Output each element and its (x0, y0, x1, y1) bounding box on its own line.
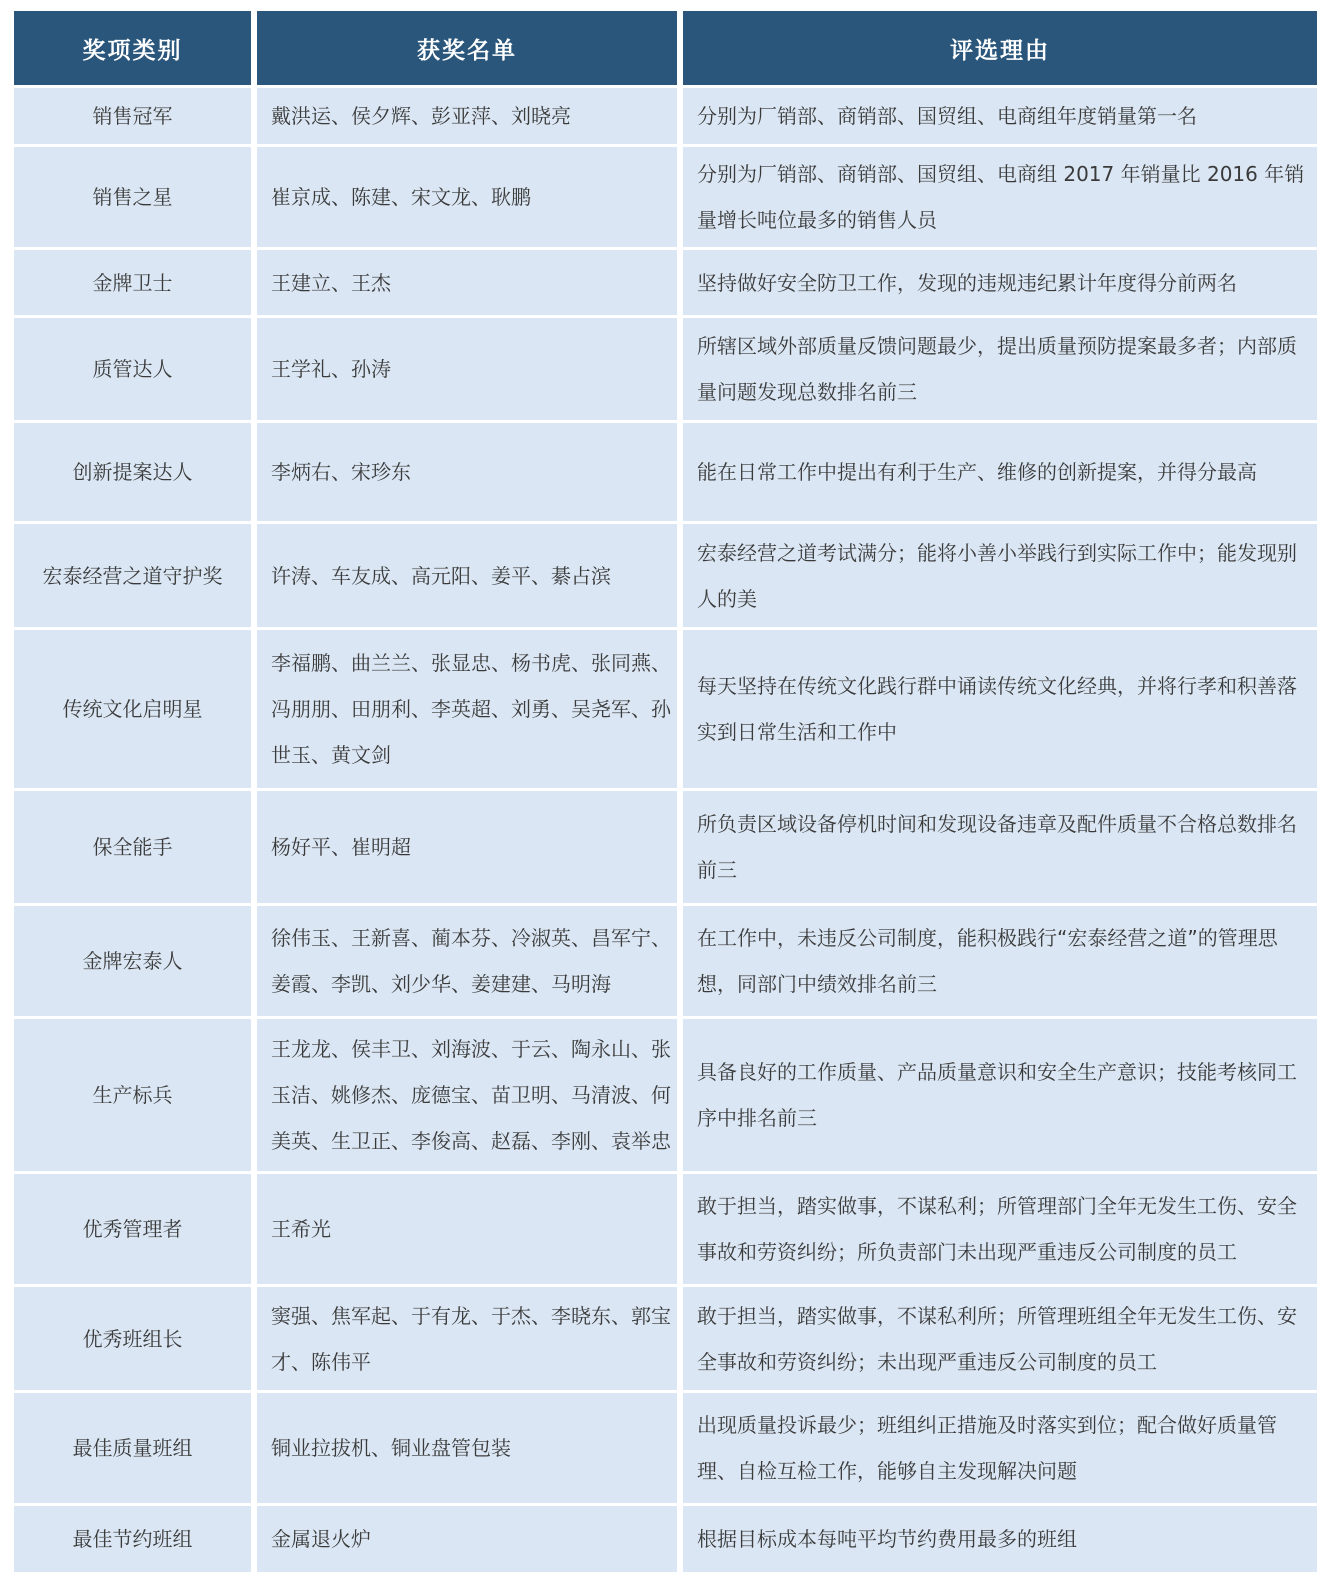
reason-cell: 敢于担当，踏实做事，不谋私利所；所管理班组全年无发生工伤、安全事故和劳资纠纷；未出现严重违反公司制度的员工 (683, 1287, 1317, 1390)
category-cell: 生产标兵 (14, 1019, 251, 1171)
winners-cell: 徐伟玉、王新喜、蔺本芬、冷淑英、昌军宁、姜霞、李凯、刘少华、姜建建、马明海 (257, 906, 677, 1016)
reason-cell: 分别为厂销部、商销部、国贸组、电商组 2017 年销量比 2016 年销量增长吨位最多的销售人员 (683, 147, 1317, 247)
reason-cell: 根据目标成本每吨平均节约费用最多的班组 (683, 1506, 1317, 1572)
header-category: 奖项类别 (14, 11, 251, 85)
header-reason: 评选理由 (683, 11, 1317, 85)
category-cell: 宏泰经营之道守护奖 (14, 524, 251, 627)
table-row (14, 630, 1317, 788)
reason-cell: 所负责区域设备停机时间和发现设备违章及配件质量不合格总数排名前三 (683, 791, 1317, 903)
reason-cell: 所辖区域外部质量反馈问题最少，提出质量预防提案最多者；内部质量问题发现总数排名前三 (683, 318, 1317, 420)
reason-cell: 出现质量投诉最少；班组纠正措施及时落实到位；配合做好质量管理、自检互检工作，能够自主发现解决问题 (683, 1393, 1317, 1503)
table-row (14, 1287, 1317, 1390)
table-row (14, 250, 1317, 315)
winners-cell: 李福鹏、曲兰兰、张显忠、杨书虎、张同燕、冯朋朋、田朋利、李英超、刘勇、吴尧军、孙世玉、黄文剑 (257, 630, 677, 788)
category-cell: 质管达人 (14, 318, 251, 420)
winners-cell: 杨好平、崔明超 (257, 791, 677, 903)
table-row (14, 88, 1317, 144)
winners-cell: 窦强、焦军起、于有龙、于杰、李晓东、郭宝才、陈伟平 (257, 1287, 677, 1390)
table-row (14, 1019, 1317, 1171)
winners-cell: 戴洪运、侯夕辉、彭亚萍、刘晓亮 (257, 88, 677, 144)
category-cell: 销售冠军 (14, 88, 251, 144)
table-row (14, 1506, 1317, 1572)
winners-cell: 铜业拉拔机、铜业盘管包装 (257, 1393, 677, 1503)
reason-cell: 能在日常工作中提出有利于生产、维修的创新提案，并得分最高 (683, 423, 1317, 521)
winners-cell: 李炳右、宋珍东 (257, 423, 677, 521)
reason-cell: 敢于担当，踏实做事，不谋私利；所管理部门全年无发生工伤、安全事故和劳资纠纷；所负责部门未出现严重违反公司制度的员工 (683, 1174, 1317, 1284)
table-body (14, 88, 1317, 1572)
table-row (14, 1174, 1317, 1284)
category-cell: 金牌宏泰人 (14, 906, 251, 1016)
table-row (14, 147, 1317, 247)
winners-cell: 王希光 (257, 1174, 677, 1284)
winners-cell: 王龙龙、侯丰卫、刘海波、于云、陶永山、张玉洁、姚修杰、庞德宝、苗卫明、马清波、何美英、生卫正、李俊高、赵磊、李刚、袁举忠 (257, 1019, 677, 1171)
category-cell: 最佳节约班组 (14, 1506, 251, 1572)
winners-cell: 王学礼、孙涛 (257, 318, 677, 420)
awards-table (8, 8, 1319, 1575)
category-cell: 金牌卫士 (14, 250, 251, 315)
table-row (14, 524, 1317, 627)
category-cell: 传统文化启明星 (14, 630, 251, 788)
reason-cell: 具备良好的工作质量、产品质量意识和安全生产意识；技能考核同工序中排名前三 (683, 1019, 1317, 1171)
category-cell: 创新提案达人 (14, 423, 251, 521)
winners-cell: 王建立、王杰 (257, 250, 677, 315)
table-row (14, 906, 1317, 1016)
winners-cell: 崔京成、陈建、宋文龙、耿鹏 (257, 147, 677, 247)
header-winners: 获奖名单 (257, 11, 677, 85)
winners-cell: 许涛、车友成、高元阳、姜平、綦占滨 (257, 524, 677, 627)
table-row (14, 791, 1317, 903)
table-row (14, 423, 1317, 521)
winners-cell: 金属退火炉 (257, 1506, 677, 1572)
reason-cell: 分别为厂销部、商销部、国贸组、电商组年度销量第一名 (683, 88, 1317, 144)
category-cell: 销售之星 (14, 147, 251, 247)
category-cell: 优秀班组长 (14, 1287, 251, 1390)
header-row (14, 11, 1317, 85)
reason-cell: 宏泰经营之道考试满分；能将小善小举践行到实际工作中；能发现别人的美 (683, 524, 1317, 627)
table-row (14, 318, 1317, 420)
reason-cell: 每天坚持在传统文化践行群中诵读传统文化经典，并将行孝和积善落实到日常生活和工作中 (683, 630, 1317, 788)
reason-cell: 坚持做好安全防卫工作，发现的违规违纪累计年度得分前两名 (683, 250, 1317, 315)
reason-cell: 在工作中，未违反公司制度，能积极践行“宏泰经营之道”的管理思想，同部门中绩效排名前三 (683, 906, 1317, 1016)
table-row (14, 1393, 1317, 1503)
category-cell: 保全能手 (14, 791, 251, 903)
category-cell: 优秀管理者 (14, 1174, 251, 1284)
category-cell: 最佳质量班组 (14, 1393, 251, 1503)
